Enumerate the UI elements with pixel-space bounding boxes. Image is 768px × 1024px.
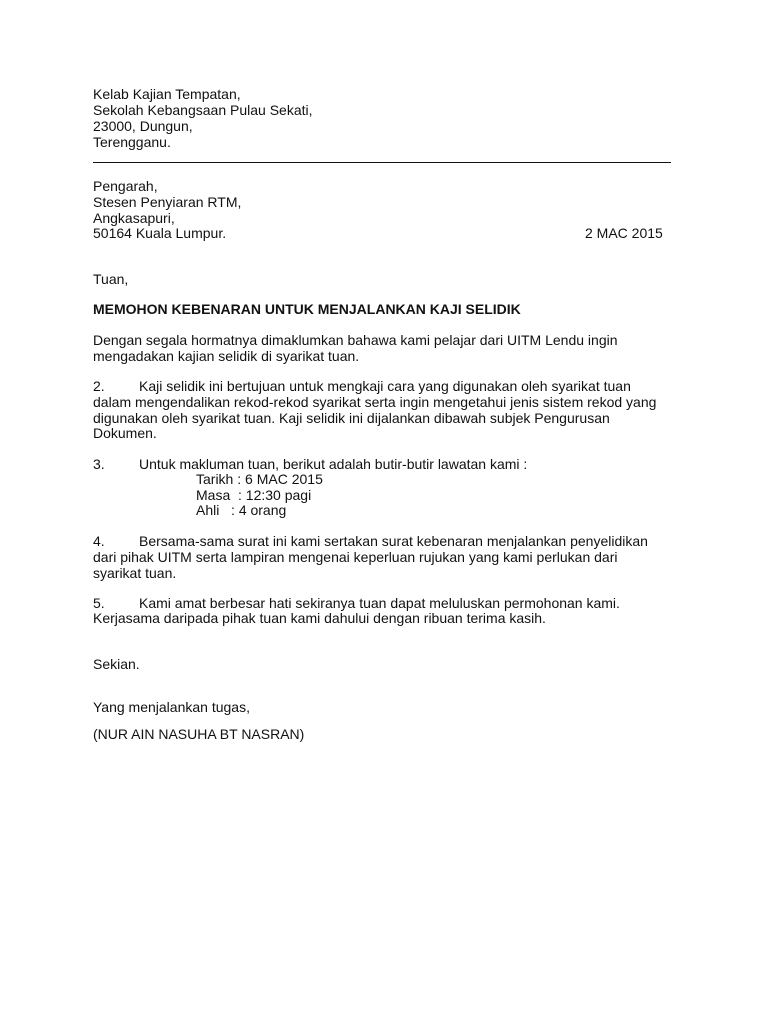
para2-line-3: digunakan oleh syarikat tuan. Kaji selidik ini dijalankan dibawah subjek Pengurusan bbox=[93, 410, 610, 426]
sender-line-2: Sekolah Kebangsaan Pulau Sekati, bbox=[93, 102, 313, 118]
para2-line-4: Dokumen. bbox=[93, 425, 157, 441]
salutation: Tuan, bbox=[93, 271, 129, 287]
para4-number: 4. bbox=[93, 533, 105, 549]
visit-detail-label: Ahli bbox=[196, 502, 220, 518]
header-divider bbox=[93, 162, 671, 163]
recipient-line-2: Stesen Penyiaran RTM, bbox=[93, 194, 242, 210]
para3-text-1: Untuk makluman tuan, berikut adalah butir-butir lawatan kami : bbox=[139, 456, 528, 472]
visit-detail-members bbox=[196, 503, 286, 519]
para5-text-1: Kami amat berbesar hati sekiranya tuan dapat meluluskan permohonan kami. bbox=[139, 595, 620, 611]
para1-line-1: Dengan segala hormatnya dimaklumkan bahawa kami pelajar dari UITM Lendu ingin bbox=[93, 332, 618, 348]
para5-line-2: Kerjasama daripada pihak tuan kami dahului dengan ribuan terima kasih. bbox=[93, 610, 546, 626]
closing: Sekian. bbox=[93, 656, 140, 672]
signoff: Yang menjalankan tugas, bbox=[93, 699, 250, 715]
para4-line-1 bbox=[93, 534, 648, 550]
letter-date: 2 MAC 2015 bbox=[585, 225, 663, 241]
visit-detail-date bbox=[196, 472, 323, 488]
signatory-name: (NUR AIN NASUHA BT NASRAN) bbox=[93, 726, 305, 742]
recipient-line-3: Angkasapuri, bbox=[93, 210, 175, 226]
visit-detail-value: 6 MAC 2015 bbox=[245, 471, 323, 487]
letter-subject: MEMOHON KEBENARAN UNTUK MENJALANKAN KAJI SELIDIK bbox=[93, 301, 521, 317]
sender-line-3: 23000, Dungun, bbox=[93, 118, 193, 134]
para4-line-3: syarikat tuan. bbox=[93, 565, 177, 581]
recipient-line-1: Pengarah, bbox=[93, 178, 158, 194]
para2-line-2: dalam mengendalikan rekod-rekod syarikat serta ingin mengetahui jenis sistem rekod yang bbox=[93, 394, 657, 410]
visit-detail-value: 12:30 pagi bbox=[245, 487, 312, 503]
para4-line-2: dari pihak UITM serta lampiran mengenai keperluan rujukan yang kami perlukan dari bbox=[93, 549, 618, 565]
visit-detail-label: Tarikh bbox=[196, 471, 234, 487]
sender-line-1: Kelab Kajian Tempatan, bbox=[93, 86, 241, 102]
visit-detail-separator: : bbox=[233, 471, 246, 487]
para2-text-1: Kaji selidik ini bertujuan untuk mengkaji cara yang digunakan oleh syarikat tuan bbox=[139, 378, 631, 394]
visit-detail-value: 4 orang bbox=[238, 502, 287, 518]
visit-detail-separator: : bbox=[219, 502, 239, 518]
para5-number: 5. bbox=[93, 595, 105, 611]
para2-number: 2. bbox=[93, 378, 105, 394]
recipient-line-4: 50164 Kuala Lumpur. bbox=[93, 225, 227, 241]
para3-number: 3. bbox=[93, 456, 105, 472]
sender-line-4: Terengganu. bbox=[93, 134, 171, 150]
visit-detail-label: Masa bbox=[196, 487, 231, 503]
visit-detail-separator: : bbox=[230, 487, 246, 503]
para1-line-2: mengadakan kajian selidik di syarikat tuan. bbox=[93, 348, 360, 364]
para2-line-1 bbox=[93, 379, 631, 395]
para4-text-1: Bersama-sama surat ini kami sertakan surat kebenaran menjalankan penyelidikan bbox=[139, 533, 648, 549]
